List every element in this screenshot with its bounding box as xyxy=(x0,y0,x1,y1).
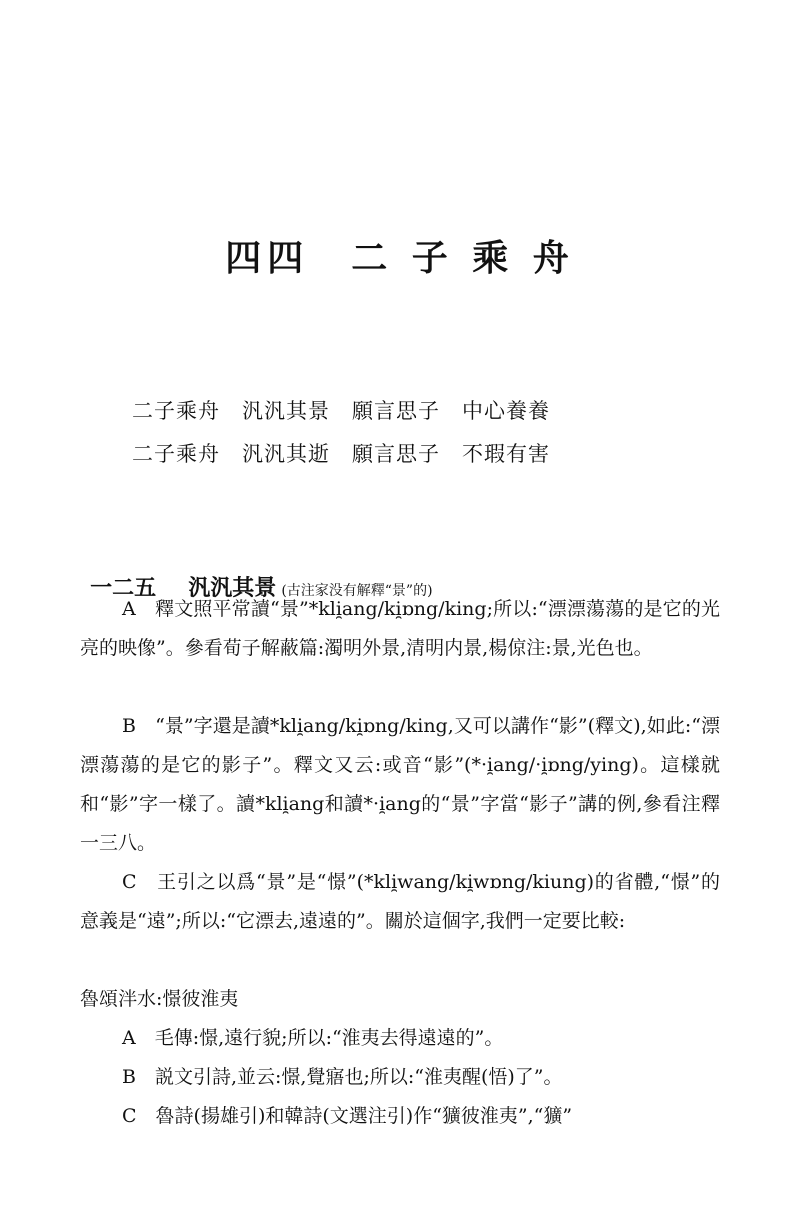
paragraph-a: A 釋文照平常讀“景”*kli̯ang/ki̯ɒng/king;所以:“漂漂蕩蕩的是它的光亮的映像”。參看荀子解蔽篇:濁明外景,清明内景,楊倞注:景,光色也。 xyxy=(80,598,720,659)
quote-source: 魯頌泮水:憬彼淮夷 xyxy=(80,988,239,1010)
poem-line-1: 二子乘舟 汎汎其景 願言思子 中心養養 xyxy=(132,399,550,423)
section-note: (古注家没有解釋“景”的) xyxy=(281,583,433,599)
sub-item-c: C 魯詩(揚雄引)和韓詩(文選注引)作“獷彼淮夷”,“獷” xyxy=(122,1105,573,1127)
sub-item-b: B 説文引詩,並云:憬,覺寤也;所以:“淮夷醒(悟)了”。 xyxy=(122,1066,563,1088)
paragraph-c: C 王引之以爲“景”是“憬”(*kli̯wang/ki̯wɒng/kiung)的省體,“憬”的意義是“遠”;所以:“它漂去,遠遠的”。關於這個字,我們一定要比較: xyxy=(80,871,720,932)
chapter-title: 四四 二 子 乘 舟 xyxy=(225,238,575,279)
section-number: 一二五 xyxy=(90,576,157,601)
paragraph-b: B “景”字還是讀*kli̯ang/ki̯ɒng/king,又可以講作“影”(釋文),如此:“漂漂蕩蕩的是它的影子”。釋文又云:或音“影”(*·i̯ang/·i̯ɒng/ying)。這樣就和“影”字一樣了。讀*kli̯ang和讀*·i̯ang的“景”字當“影子”講的例,參看注釋一三八。 xyxy=(80,715,720,854)
section-title: 汎汎其景 xyxy=(188,576,277,601)
poem-line-2: 二子乘舟 汎汎其逝 願言思子 不瑕有害 xyxy=(132,442,550,466)
sub-item-a: A 毛傳:憬,遠行貌;所以:“淮夷去得遠遠的”。 xyxy=(122,1027,504,1049)
